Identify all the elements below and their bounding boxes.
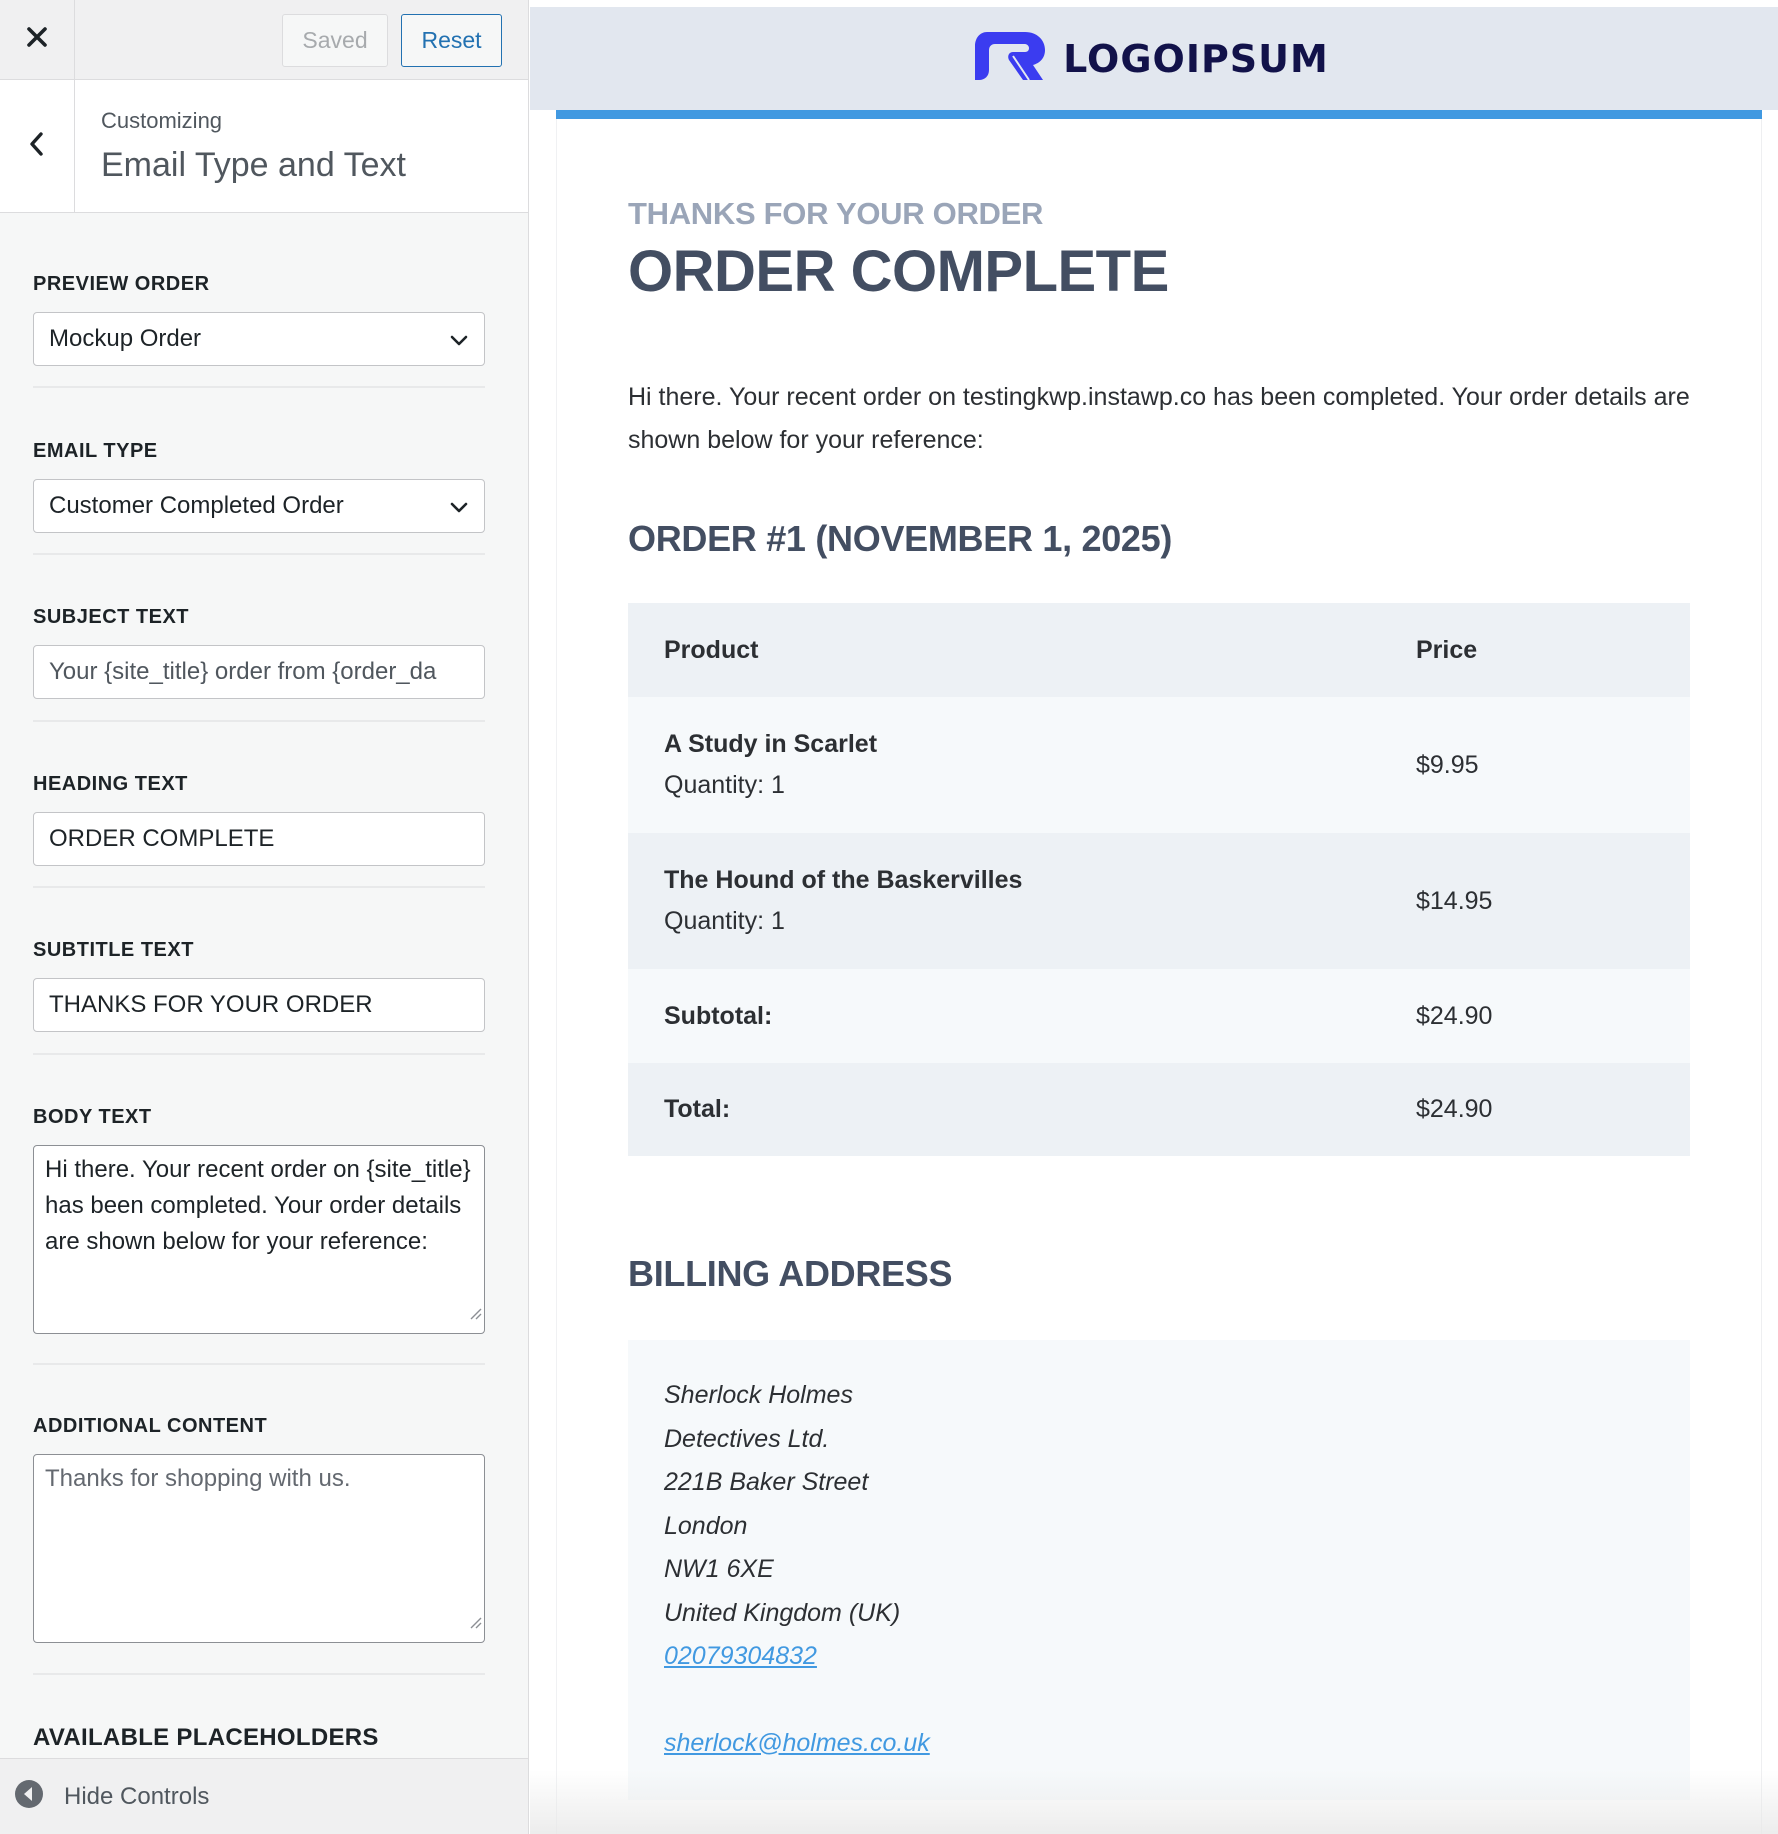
divider bbox=[33, 1673, 485, 1675]
additional-content-placeholder: Thanks for shopping with us. bbox=[45, 1465, 351, 1492]
table-row bbox=[628, 833, 1690, 969]
subtitle-text-label: SUBTITLE TEXT bbox=[33, 939, 194, 961]
control-preview-order bbox=[33, 273, 485, 366]
hide-controls-label: Hide Controls bbox=[64, 1782, 210, 1810]
breadcrumb-customizing: Customizing bbox=[101, 108, 223, 133]
total-value: $24.90 bbox=[1380, 1063, 1690, 1156]
heading-text-value: ORDER COMPLETE bbox=[49, 825, 275, 852]
subject-text-placeholder: Your {site_title} order from {order_da bbox=[49, 658, 437, 685]
additional-content-label: ADDITIONAL CONTENT bbox=[33, 1415, 268, 1437]
preview-order-value: Mockup Order bbox=[49, 325, 202, 352]
divider bbox=[33, 1363, 485, 1365]
product-cell bbox=[628, 697, 1380, 833]
customizer-sidebar bbox=[0, 0, 529, 1834]
billing-name: Sherlock Holmes bbox=[664, 1381, 853, 1409]
subject-text-label: SUBJECT TEXT bbox=[33, 606, 190, 628]
customizer-topbar bbox=[0, 0, 529, 80]
total-label: Total: bbox=[628, 1063, 1380, 1156]
body-text-textarea[interactable] bbox=[33, 1145, 485, 1334]
email-heading: ORDER COMPLETE bbox=[628, 239, 1169, 304]
subtotal-value: $24.90 bbox=[1380, 969, 1690, 1063]
billing-address-heading: BILLING ADDRESS bbox=[628, 1253, 953, 1294]
email-type-select[interactable] bbox=[33, 479, 485, 533]
table-row bbox=[628, 697, 1690, 833]
saved-button: Saved bbox=[282, 14, 388, 67]
billing-company: Detectives Ltd. bbox=[664, 1424, 830, 1453]
divider bbox=[33, 386, 485, 388]
billing-email-link[interactable]: sherlock@holmes.co.uk bbox=[664, 1728, 930, 1757]
heading-text-label: HEADING TEXT bbox=[33, 773, 188, 795]
heading-text-input[interactable] bbox=[33, 812, 485, 866]
billing-city: London bbox=[664, 1511, 748, 1540]
column-header-price: Price bbox=[1380, 603, 1690, 697]
subject-text-input[interactable] bbox=[33, 645, 485, 699]
control-body-text bbox=[33, 1106, 485, 1334]
table-header-row bbox=[628, 603, 1690, 697]
control-email-type bbox=[33, 440, 485, 533]
reset-button[interactable]: Reset bbox=[401, 14, 502, 67]
divider bbox=[33, 553, 485, 555]
body-text-value: Hi there. Your recent order on {site_title} has been completed. Your order details are shown below for your reference: bbox=[45, 1156, 471, 1255]
section-header bbox=[0, 80, 529, 213]
order-table bbox=[628, 603, 1690, 1156]
product-quantity: Quantity: 1 bbox=[664, 771, 785, 799]
subtotal-row bbox=[628, 969, 1690, 1063]
column-header-product: Product bbox=[628, 603, 1380, 697]
billing-postcode: NW1 6XE bbox=[664, 1555, 774, 1583]
product-quantity: Quantity: 1 bbox=[664, 907, 785, 935]
billing-country: United Kingdom (UK) bbox=[664, 1598, 901, 1627]
email-type-label: EMAIL TYPE bbox=[33, 440, 158, 462]
email-subtitle: THANKS FOR YOUR ORDER bbox=[628, 196, 1044, 231]
chevron-down-icon bbox=[448, 329, 470, 358]
subtitle-text-value: THANKS FOR YOUR ORDER bbox=[49, 991, 373, 1018]
subtotal-label: Subtotal: bbox=[628, 969, 1380, 1063]
control-heading-text bbox=[33, 773, 485, 866]
hide-controls-button[interactable] bbox=[0, 1758, 529, 1834]
close-button[interactable] bbox=[0, 0, 75, 79]
additional-content-textarea[interactable] bbox=[33, 1454, 485, 1643]
divider bbox=[33, 720, 485, 722]
resize-grip-icon[interactable] bbox=[468, 1604, 482, 1640]
product-cell bbox=[628, 833, 1380, 969]
email-content bbox=[530, 0, 1778, 1834]
email-type-value: Customer Completed Order bbox=[49, 492, 344, 519]
billing-phone-link[interactable]: 02079304832 bbox=[664, 1642, 817, 1670]
divider bbox=[33, 1053, 485, 1055]
chevron-down-icon bbox=[448, 496, 470, 525]
chevron-left-icon bbox=[29, 131, 45, 162]
control-subject-text bbox=[33, 606, 485, 699]
body-text-label: BODY TEXT bbox=[33, 1106, 152, 1128]
control-subtitle-text bbox=[33, 939, 485, 1032]
preview-order-select[interactable] bbox=[33, 312, 485, 366]
product-name: The Hound of the Baskervilles bbox=[664, 866, 1023, 894]
product-name: A Study in Scarlet bbox=[664, 730, 878, 758]
logo-text: LOGOIPSUM bbox=[1063, 36, 1329, 81]
subtitle-text-input[interactable] bbox=[33, 978, 485, 1032]
resize-grip-icon[interactable] bbox=[468, 1295, 482, 1331]
billing-street: 221B Baker Street bbox=[664, 1468, 869, 1496]
order-title: ORDER #1 (NOVEMBER 1, 2025) bbox=[628, 518, 1173, 559]
arrow-left-circle-icon bbox=[14, 1779, 44, 1814]
control-additional-content bbox=[33, 1415, 485, 1643]
divider bbox=[33, 886, 485, 888]
total-row bbox=[628, 1063, 1690, 1156]
preview-order-label: PREVIEW ORDER bbox=[33, 273, 210, 295]
available-placeholders-heading: AVAILABLE PLACEHOLDERS bbox=[33, 1724, 379, 1751]
section-title: Email Type and Text bbox=[101, 146, 406, 184]
close-icon bbox=[26, 26, 48, 53]
back-button[interactable] bbox=[0, 80, 75, 212]
product-price: $9.95 bbox=[1380, 697, 1690, 833]
email-body-text: Hi there. Your recent order on testingkwp.instawp.co has been completed. Your order details are shown below for your reference: bbox=[628, 383, 1690, 454]
billing-address bbox=[628, 1340, 1690, 1800]
product-price: $14.95 bbox=[1380, 833, 1690, 969]
